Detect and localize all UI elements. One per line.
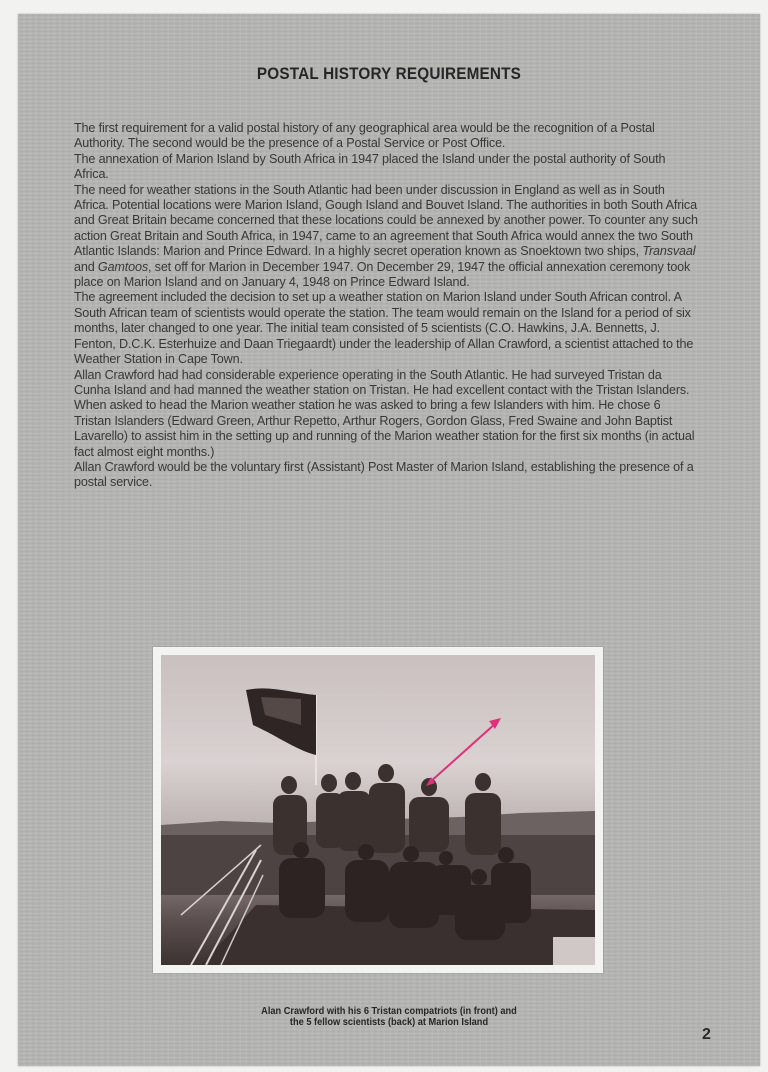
page-title: POSTAL HISTORY REQUIREMENTS [256,64,522,83]
ship-name: Gamtoos [97,259,148,274]
ship-name: Transvaal [642,244,696,259]
paragraph: The first requirement for a valid postal history of any geographical area would be the recognition of a Postal Authority. The second would be the presence of a Postal Service or Post Office. [74,121,655,151]
paragraph: Allan Crawford would be the voluntary first (Assistant) Post Master of Marion Island, establishing the presence of a postal service. [74,459,694,490]
photo-caption: Alan Crawford with his 6 Tristan compatriots (in front) and the 5 fellow scientists (back) at Marion Island [261,1005,517,1028]
paragraph: The need for weather stations in the South Atlantic had been under discussion in England as well as in South Africa. Potential locations were Marion Island, Gough Island and Bouvet Island. The authorities in both South Africa and Great Britain became concerned that these locations could be annexed by another power. To counter any such action Great Britain and South Africa, in 1947, came to an agreement that South Africa would annex the two South Atlantic Islands: Marion and Prince Edward. In a highly secret operation known as Snoektown two ships, Transvaal and Gamtoos, set off for Marion in December 1947. On December 29, 1947 the official annexation ceremony took place on Marion Island and on January 4, 1948 on Prince Edward Island. [74,182,698,290]
photo-frame [153,647,603,973]
page-number: 2 [702,1026,711,1043]
group-photo-illustration [161,655,595,965]
group-photo [161,655,595,965]
document-page [18,14,760,1066]
paragraph: The agreement included the decision to set up a weather station on Marion Island under South African control. A South African team of scientists would operate the station. The team would remain on the Island for a period of six months, later changed to one year. The initial team consisted of 5 scientists (C.O. Hawkins, J.A. Bennetts, J. Fenton, D.C.K. Esterhuize and Daan Triegaardt) under the leadership of Allan Crawford, a scientist attached to the Weather Station in Cape Town. [74,290,694,367]
paragraph: The annexation of Marion Island by South Africa in 1947 placed the Island under the postal authority of South Africa. [74,151,666,182]
body-text [74,121,699,491]
paragraph: Allan Crawford had had considerable experience operating in the South Atlantic. He had surveyed Tristan da Cunha Island and had manned the weather station on Tristan. He had excellent contact with the Tristan Islanders. When asked to head the Marion weather station he was asked to bring a few Islanders with him. He chose 6 Tristan Islanders (Edward Green, Arthur Repetto, Arthur Rogers, Gordon Glass, Fred Swaine and John Baptist Lavarello) to assist him in the setting up and running of the Marion weather station for the first six months (in actual fact almost eight months.) [74,367,695,459]
